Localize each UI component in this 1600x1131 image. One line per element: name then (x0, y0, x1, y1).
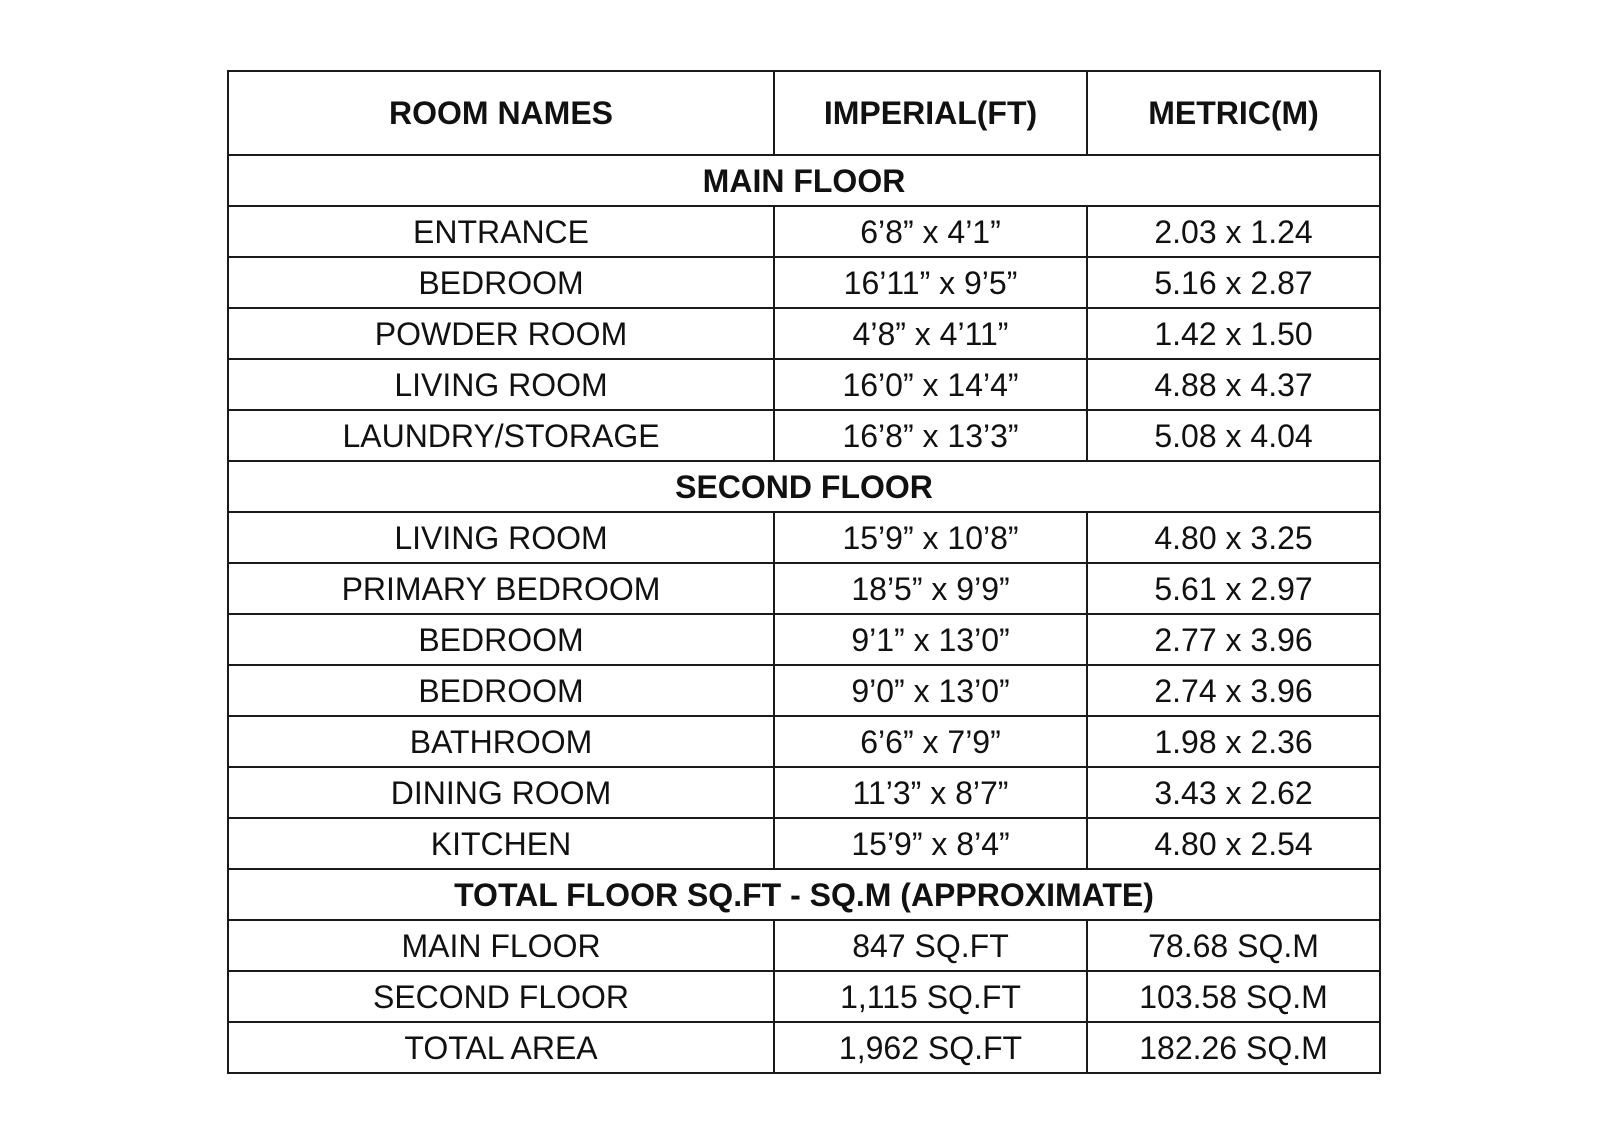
table-row (228, 359, 1380, 410)
metric-dimension: 4.80 x 3.25 (1087, 512, 1380, 563)
room-name: KITCHEN (228, 818, 774, 869)
imperial-area: 1,115 SQ.FT (774, 971, 1087, 1022)
area-label: SECOND FLOOR (228, 971, 774, 1022)
metric-dimension: 4.88 x 4.37 (1087, 359, 1380, 410)
metric-dimension: 4.80 x 2.54 (1087, 818, 1380, 869)
section-totals (228, 869, 1380, 920)
room-name: LIVING ROOM (228, 512, 774, 563)
header-metric: METRIC(M) (1087, 71, 1380, 155)
metric-dimension: 3.43 x 2.62 (1087, 767, 1380, 818)
table-row (228, 1022, 1380, 1073)
imperial-dimension: 9’1” x 13’0” (774, 614, 1087, 665)
room-name: BATHROOM (228, 716, 774, 767)
room-name: BEDROOM (228, 665, 774, 716)
room-name: BEDROOM (228, 257, 774, 308)
metric-dimension: 1.98 x 2.36 (1087, 716, 1380, 767)
area-label: MAIN FLOOR (228, 920, 774, 971)
section-title: MAIN FLOOR (228, 155, 1380, 206)
room-name: BEDROOM (228, 614, 774, 665)
table-row (228, 767, 1380, 818)
imperial-dimension: 11’3” x 8’7” (774, 767, 1087, 818)
imperial-dimension: 15’9” x 10’8” (774, 512, 1087, 563)
table-row (228, 206, 1380, 257)
room-dimensions-table (227, 70, 1381, 1074)
imperial-dimension: 4’8” x 4’11” (774, 308, 1087, 359)
room-name: POWDER ROOM (228, 308, 774, 359)
table-row (228, 920, 1380, 971)
room-name: DINING ROOM (228, 767, 774, 818)
section-title: SECOND FLOOR (228, 461, 1380, 512)
metric-area: 182.26 SQ.M (1087, 1022, 1380, 1073)
section-second-floor (228, 461, 1380, 512)
imperial-dimension: 16’8” x 13’3” (774, 410, 1087, 461)
imperial-dimension: 6’8” x 4’1” (774, 206, 1087, 257)
table-row (228, 665, 1380, 716)
header-imperial: IMPERIAL(FT) (774, 71, 1087, 155)
area-label: TOTAL AREA (228, 1022, 774, 1073)
metric-dimension: 1.42 x 1.50 (1087, 308, 1380, 359)
table-row (228, 716, 1380, 767)
header-row (228, 71, 1380, 155)
metric-dimension: 5.16 x 2.87 (1087, 257, 1380, 308)
imperial-dimension: 16’0” x 14’4” (774, 359, 1087, 410)
metric-dimension: 5.08 x 4.04 (1087, 410, 1380, 461)
imperial-area: 1,962 SQ.FT (774, 1022, 1087, 1073)
metric-dimension: 2.03 x 1.24 (1087, 206, 1380, 257)
table-row (228, 563, 1380, 614)
table-row (228, 614, 1380, 665)
room-name: ENTRANCE (228, 206, 774, 257)
header-room-names: ROOM NAMES (228, 71, 774, 155)
table-row (228, 410, 1380, 461)
room-name: LAUNDRY/STORAGE (228, 410, 774, 461)
metric-dimension: 5.61 x 2.97 (1087, 563, 1380, 614)
section-title: TOTAL FLOOR SQ.FT - SQ.M (APPROXIMATE) (228, 869, 1380, 920)
table-row (228, 308, 1380, 359)
table-row (228, 971, 1380, 1022)
table-row (228, 257, 1380, 308)
metric-area: 103.58 SQ.M (1087, 971, 1380, 1022)
imperial-dimension: 9’0” x 13’0” (774, 665, 1087, 716)
imperial-dimension: 6’6” x 7’9” (774, 716, 1087, 767)
imperial-dimension: 18’5” x 9’9” (774, 563, 1087, 614)
metric-dimension: 2.74 x 3.96 (1087, 665, 1380, 716)
section-main-floor (228, 155, 1380, 206)
imperial-dimension: 15’9” x 8’4” (774, 818, 1087, 869)
table-row (228, 512, 1380, 563)
room-name: PRIMARY BEDROOM (228, 563, 774, 614)
imperial-area: 847 SQ.FT (774, 920, 1087, 971)
table-row (228, 818, 1380, 869)
metric-area: 78.68 SQ.M (1087, 920, 1380, 971)
metric-dimension: 2.77 x 3.96 (1087, 614, 1380, 665)
room-name: LIVING ROOM (228, 359, 774, 410)
imperial-dimension: 16’11” x 9’5” (774, 257, 1087, 308)
